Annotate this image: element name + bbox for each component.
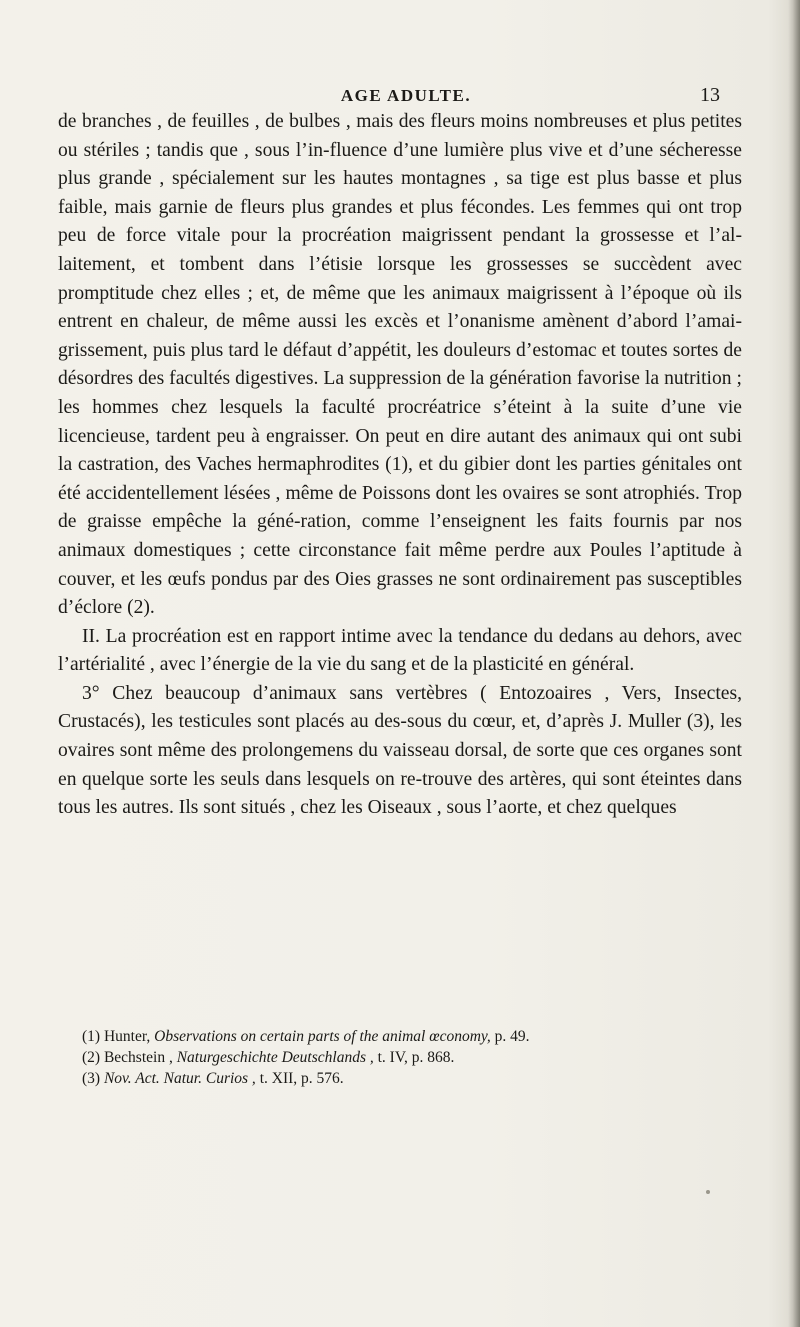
footnote-author: Hunter, [103,1028,151,1045]
footnote-number: (2) [82,1049,101,1066]
footnote-reference: t. IV, p. 868. [377,1049,455,1066]
footnotes [82,1026,742,1089]
footnote-title: Nov. Act. Natur. Curios , [103,1070,256,1087]
footnote-number: (1) [82,1028,101,1045]
footnote-reference: t. XII, p. 576. [259,1070,344,1087]
footnote-title: Observations on certain parts of the animal œconomy, [154,1028,491,1045]
printing-speck [706,1190,710,1194]
footnote-1 [82,1026,742,1047]
footnote-reference: p. 49. [494,1028,530,1045]
footnote-title: Naturgeschichte Deutschlands , [176,1049,374,1066]
footnote-3 [82,1068,742,1089]
footnote-number: (3) [82,1070,101,1087]
footnote-2 [82,1047,742,1068]
page-number: 13 [700,84,720,106]
paragraph-2: II. La procréation est en rapport intime avec la tendance du dedans au dehors, avec l’artérialité , avec l’énergie de la vie du sang et de la plasticité en général. [58,625,742,676]
page-edge-shadow [788,0,800,1327]
running-title: AGE ADULTE. [340,86,472,105]
paragraph-3: 3° Chez beaucoup d’animaux sans vertèbres ( Entozoaires , Vers, Insectes, Crustacés), les testicules sont placés au des-sous du cœur, et, d’après J. Muller (3), les ovaires sont même des prolongemens du vaisseau dorsal, de sorte que ces organes sont en quelque sorte les seuls dans lesquels on re-trouve des artères, qui sont éteintes dans tous les autres. Ils sont situés , chez les Oiseaux , sous l’aorte, et chez quelques [58,682,742,819]
footnote-author: Bechstein , [103,1049,173,1066]
paragraph-1: de branches , de feuilles , de bulbes , mais des fleurs moins nombreuses et plus petites ou stériles ; tandis que , sous l’in-fluence d’une lumière plus vive et d’une sécheresse plus grande , spécialement sur les hautes montagnes , sa tige est plus basse et plus faible, mais garnie de fleurs plus grandes et plus fécondes. Les femmes qui ont trop peu de force vitale pour la procréation maigrissent pendant la grossesse et l’al-laitement, et tombent dans l’étisie lorsque les grossesses se succèdent avec promptitude chez elles ; et, de même que les animaux maigrissent à l’époque où ils entrent en chaleur, de même aussi les excès et l’onanisme amènent d’abord l’amai-grissement, puis plus tard le défaut d’appétit, les douleurs d’estomac et toutes sortes de désordres des facultés digestives. La suppression de la génération favorise la nutrition ; les hommes chez lesquels la faculté procréatrice s’éteint à la suite d’une vie licencieuse, tardent peu à engraisser. On peut en dire autant des animaux qui ont subi la castration, des Vaches hermaphrodites (1), et du gibier dont les parties génitales ont été accidentellement lésées , même de Poissons dont les ovaires se sont atrophiés. Trop de graisse empêche la géné-ration, comme l’enseignent les faits fournis par nos animaux domestiques ; cette circonstance fait même perdre aux Poules l’aptitude à couver, et les œufs pondus par des Oies grasses ne sont ordinairement pas susceptibles d’éclore (2). [58,111,742,619]
body-text [58,108,742,823]
